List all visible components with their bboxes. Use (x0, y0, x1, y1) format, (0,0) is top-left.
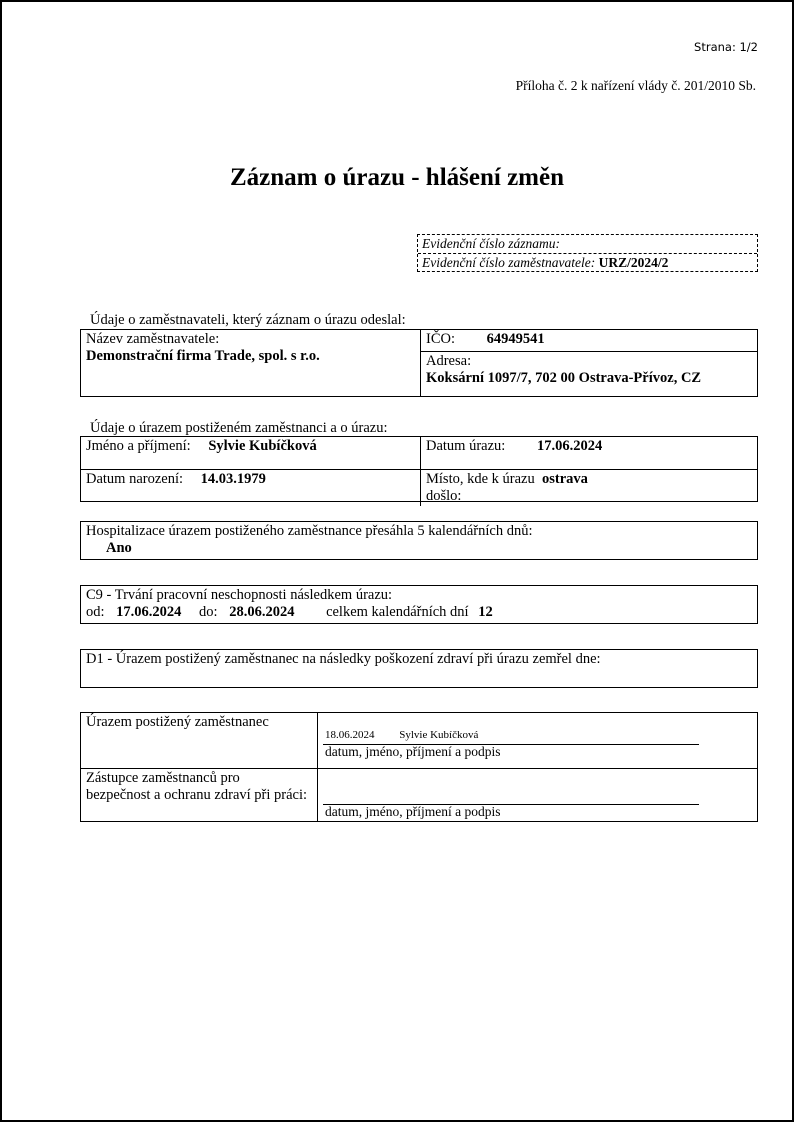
employer-name-cell (81, 330, 420, 396)
employee-section-heading: Údaje o úrazem postiženém zaměstnanci a o úrazu: (90, 420, 388, 436)
hospitalization-box (80, 521, 758, 560)
injured-signature-area (323, 727, 699, 760)
employee-table (80, 436, 758, 505)
injury-date-value: 17.06.2024 (536, 438, 603, 454)
d1-box (80, 649, 758, 688)
evidence-employer-row (418, 253, 757, 271)
evidence-number-box (417, 234, 758, 272)
injury-place-cell (420, 469, 757, 506)
employer-address-cell (420, 352, 757, 396)
c9-heading: C9 - Trvání pracovní neschopnosti následkem úrazu: (86, 587, 393, 603)
c9-to-value: 28.06.2024 (229, 604, 295, 621)
evidence-record-row (418, 235, 757, 253)
ico-value: 64949541 (486, 331, 545, 347)
employer-table (80, 329, 758, 397)
employer-name-value: Demonstrační firma Trade, spol. s r.o. (86, 348, 320, 365)
birth-date-label: Datum narození: (86, 471, 184, 487)
representative-label-line2: bezpečnost a ochranu zdraví při práci: (86, 787, 308, 804)
c9-values-line (86, 604, 752, 621)
injured-signature-line (323, 727, 699, 745)
employee-name-value: Sylvie Kubíčková (208, 438, 317, 454)
representative-signature-area (323, 787, 699, 820)
injury-date-label: Datum úrazu: (426, 438, 506, 454)
representative-signature-caption: datum, jméno, příjmení a podpis (325, 804, 501, 819)
representative-signature-line (323, 787, 699, 805)
employer-ico-cell (420, 330, 757, 352)
representative-signature-cell (317, 768, 757, 821)
injured-signer-label: Úrazem postižený zaměstnanec (86, 714, 269, 730)
injury-place-label: Místo, kde k úrazu došlo: (426, 471, 535, 505)
hospitalization-value: Ano (106, 540, 132, 557)
injured-signer-label-cell (81, 713, 317, 768)
evidence-employer-value: URZ/2024/2 (598, 255, 669, 270)
hospitalization-label: Hospitalizace úrazem postiženého zaměstnance přesáhla 5 kalendářních dnů: (86, 523, 533, 539)
c9-from-value: 17.06.2024 (116, 604, 182, 621)
c9-from-label: od: (86, 604, 105, 621)
injured-signature-caption: datum, jméno, příjmení a podpis (325, 744, 501, 759)
c9-total-label: celkem kalendářních dní (326, 604, 469, 621)
evidence-employer-label: Evidenční číslo zaměstnavatele: (422, 255, 596, 270)
regulation-note: Příloha č. 2 k nařízení vlády č. 201/2010 Sb. (515, 78, 756, 93)
injury-place-value: ostrava (542, 471, 588, 487)
ico-label: IČO: (426, 331, 455, 347)
d1-heading: D1 - Úrazem postižený zaměstnanec na následky poškození zdraví při úrazu zemřel dne: (86, 651, 601, 667)
employee-name-cell (81, 437, 420, 469)
page-title: Záznam o úrazu - hlášení změn (229, 164, 565, 191)
employer-name-label: Název zaměstnavatele: (86, 331, 220, 347)
address-value: Koksární 1097/7, 702 00 Ostrava-Přívoz, CZ (426, 370, 702, 387)
c9-total-value: 12 (478, 604, 493, 621)
employee-name-label: Jméno a příjmení: (86, 438, 191, 454)
injured-signature-name: Sylvie Kubíčková (399, 729, 479, 741)
injury-date-cell (420, 437, 757, 469)
employer-section-heading: Údaje o zaměstnavateli, který záznam o úrazu odeslal: (90, 312, 406, 328)
representative-label-cell (81, 768, 317, 821)
birth-date-value: 14.03.1979 (200, 471, 266, 487)
birth-date-cell (81, 469, 420, 506)
evidence-record-label: Evidenční číslo záznamu: (422, 236, 560, 251)
c9-box (80, 585, 758, 624)
injured-signature-date: 18.06.2024 (325, 729, 375, 741)
injured-signature-cell (317, 713, 757, 768)
address-label: Adresa: (426, 353, 472, 369)
signatures-table (80, 712, 758, 822)
c9-to-label: do: (199, 604, 218, 621)
page-indicator: Strana: 1/2 (694, 40, 758, 54)
representative-label-line1: Zástupce zaměstnanců pro (86, 770, 240, 786)
